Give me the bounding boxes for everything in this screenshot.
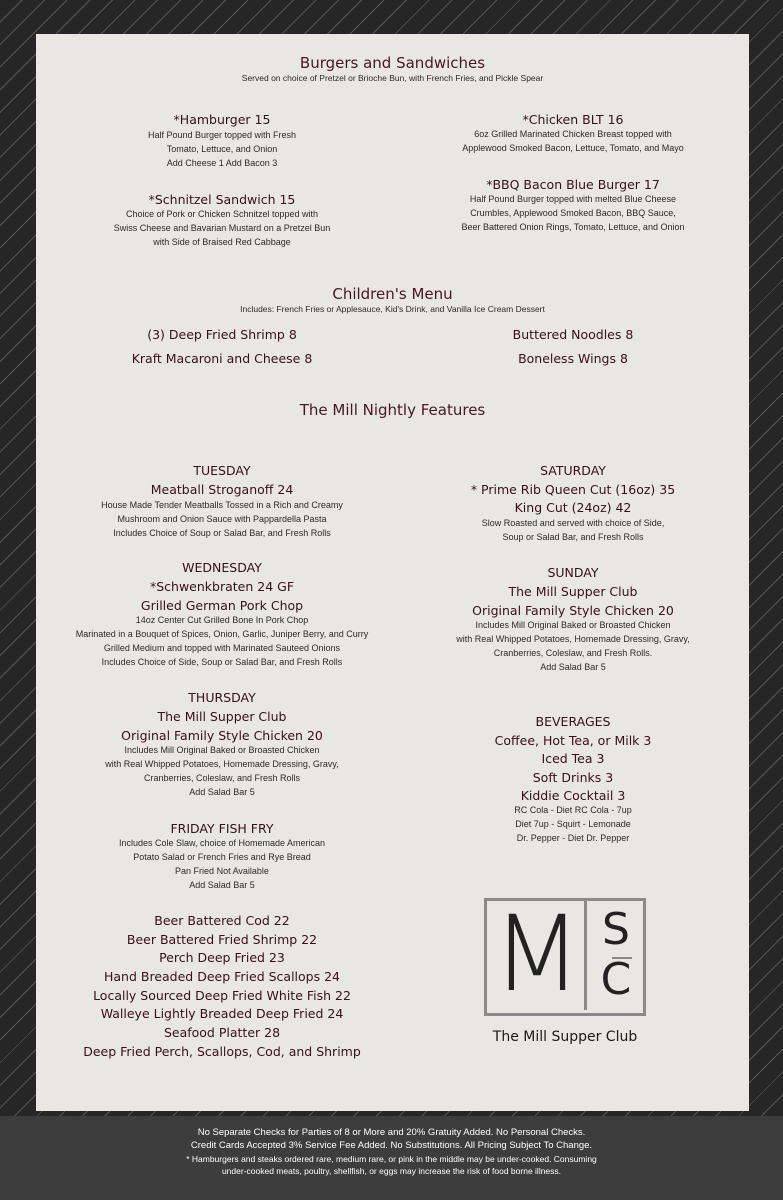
item-desc: 6oz Grilled Marinated Chicken Breast topped with xyxy=(474,129,672,139)
item-desc: Add Salad Bar 5 xyxy=(189,787,255,797)
menu-item-chicken-blt: *Chicken BLT 16 xyxy=(522,112,624,127)
menu-item-walleye: Walleye Lightly Breaded Deep Fried 24 xyxy=(100,1006,344,1021)
logo-letter-s: S xyxy=(602,904,630,955)
item-desc: Soup or Salad Bar, and Fresh Rolls xyxy=(502,532,644,542)
menu-item-white-fish: Locally Sourced Deep Fried White Fish 22 xyxy=(93,988,351,1003)
footer-line: under-cooked meats, poultry, shellfish, or eggs may increase the risk of food borne illness. xyxy=(221,1166,562,1176)
menu-item-shrimp: Beer Battered Fried Shrimp 22 xyxy=(126,932,318,947)
item-desc: Dr. Pepper - Diet Dr. Pepper xyxy=(516,833,630,843)
item-desc: Swiss Cheese and Bavarian Mustard on a Pretzel Bun xyxy=(113,223,331,233)
section-subtitle-children: Includes: French Fries or Applesauce, Kid's Drink, and Vanilla Ice Cream Dessert xyxy=(240,304,545,314)
item-desc: Applewood Smoked Bacon, Lettuce, Tomato, and Mayo xyxy=(462,143,684,153)
item-desc: Diet 7up - Squirt - Lemonade xyxy=(515,819,631,829)
item-desc: Slow Roasted and served with choice of Side, xyxy=(481,518,665,528)
item-desc: RC Cola - Diet RC Cola - 7up xyxy=(514,805,632,815)
menu-item-pork-chop: Grilled German Pork Chop xyxy=(140,598,304,613)
menu-item-family-chicken-sunday: Original Family Style Chicken 20 xyxy=(472,603,674,618)
menu-item-fried-shrimp: (3) Deep Fried Shrimp 8 xyxy=(147,327,297,342)
item-desc: with Side of Braised Red Cabbage xyxy=(153,237,291,247)
menu-item-schnitzel: *Schnitzel Sandwich 15 xyxy=(148,192,296,207)
item-desc: Includes Choice of Soup or Salad Bar, and Fresh Rolls xyxy=(113,528,331,538)
logo-name: The Mill Supper Club xyxy=(492,1029,638,1045)
day-saturday: SATURDAY xyxy=(540,463,606,478)
menu-item-prime-rib-king: King Cut (24oz) 42 xyxy=(514,500,632,515)
menu-item-family-chicken: Original Family Style Chicken 20 xyxy=(121,728,323,743)
item-desc: 14oz Center Cut Grilled Bone In Pork Chop xyxy=(135,615,309,625)
menu-item-prime-rib-queen: * Prime Rib Queen Cut (16oz) 35 xyxy=(470,482,676,497)
menu-item-schwenkbraten: *Schwenkbraten 24 GF xyxy=(149,579,295,594)
item-desc: Add Salad Bar 5 xyxy=(540,662,606,672)
item-desc: Marinated in a Bouquet of Spices, Onion, Garlic, Juniper Berry, and Curry xyxy=(75,629,369,639)
menu-item-iced-tea: Iced Tea 3 xyxy=(541,751,605,766)
footer-bar xyxy=(0,1116,783,1200)
menu-item-supper-club-sunday: The Mill Supper Club xyxy=(508,584,638,599)
menu-item-scallops: Hand Breaded Deep Fried Scallops 24 xyxy=(103,969,340,984)
item-desc: Potato Salad or French Fries and Rye Bread xyxy=(133,852,311,862)
day-friday: FRIDAY FISH FRY xyxy=(170,821,274,836)
menu-item-kiddie-cocktail: Kiddie Cocktail 3 xyxy=(520,788,626,803)
item-desc: Crumbles, Applewood Smoked Bacon, BBQ Sauce, xyxy=(470,208,676,218)
item-desc: Choice of Pork or Chicken Schnitzel topped with xyxy=(125,209,319,219)
day-tuesday: TUESDAY xyxy=(193,463,251,478)
item-desc: Half Pound Burger topped with melted Blue Cheese xyxy=(469,194,677,204)
item-desc: Tomato, Lettuce, and Onion xyxy=(166,144,278,154)
section-title-beverages: BEVERAGES xyxy=(535,714,611,729)
section-title-features: The Mill Nightly Features xyxy=(299,401,486,419)
menu-item-soft-drinks: Soft Drinks 3 xyxy=(532,770,614,785)
menu-item-buttered-noodles: Buttered Noodles 8 xyxy=(512,327,634,342)
item-desc: Add Salad Bar 5 xyxy=(189,880,255,890)
footer-line: Credit Cards Accepted 3% Service Fee Added. No Substitutions. All Pricing Subject To Change. xyxy=(190,1140,593,1151)
item-desc: House Made Tender Meatballs Tossed in a Rich and Creamy xyxy=(101,500,343,510)
item-desc: Grilled Medium and topped with Marinated Sauteed Onions xyxy=(103,643,341,653)
item-desc: Mushroom and Onion Sauce with Pappardella Pasta xyxy=(117,514,327,524)
item-desc: Cranberries, Coleslaw, and Fresh Rolls. xyxy=(493,648,653,658)
day-thursday: THURSDAY xyxy=(188,690,256,705)
menu-item-boneless-wings: Boneless Wings 8 xyxy=(518,351,628,366)
menu-item-cod: Beer Battered Cod 22 xyxy=(154,913,290,928)
menu-item-perch: Perch Deep Fried 23 xyxy=(159,950,285,965)
menu-item-hamburger: *Hamburger 15 xyxy=(173,112,271,127)
logo-letter-m: M xyxy=(492,893,582,1015)
day-wednesday: WEDNESDAY xyxy=(182,560,262,575)
menu-item-supper-club: The Mill Supper Club xyxy=(157,709,287,724)
item-desc: with Real Whipped Potatoes, Homemade Dressing, Gravy, xyxy=(105,759,339,769)
menu-item-platter-desc: Deep Fried Perch, Scallops, Cod, and Shrimp xyxy=(83,1044,361,1059)
item-desc: Cranberries, Coleslaw, and Fresh Rolls xyxy=(143,773,301,783)
menu-item-bbq-burger: *BBQ Bacon Blue Burger 17 xyxy=(486,177,660,192)
section-title-children: Children's Menu xyxy=(332,285,453,303)
menu-item-seafood-platter: Seafood Platter 28 xyxy=(163,1025,281,1040)
footer-line: * Hamburgers and steaks ordered rare, medium rare, or pink in the middle may be under-cooked. Consuming xyxy=(186,1154,597,1164)
logo-letter-c: C xyxy=(600,954,632,1005)
footer-line: No Separate Checks for Parties of 8 or More and 20% Gratuity Added. No Personal Checks. xyxy=(197,1127,586,1138)
day-sunday: SUNDAY xyxy=(547,565,599,580)
menu-item-mac-cheese: Kraft Macaroni and Cheese 8 xyxy=(131,351,313,366)
item-desc: Pan Fried Not Available xyxy=(175,866,269,876)
item-desc: Add Cheese 1 Add Bacon 3 xyxy=(166,158,278,168)
item-desc: Includes Choice of Side, Soup or Salad Bar, and Fresh Rolls xyxy=(101,657,343,667)
item-desc: Beer Battered Onion Rings, Tomato, Lettuce, and Onion xyxy=(461,222,685,232)
section-subtitle-burgers: Served on choice of Pretzel or Brioche Bun, with French Fries, and Pickle Spear xyxy=(241,73,544,83)
item-desc: Includes Cole Slaw, choice of Homemade American xyxy=(118,838,326,848)
item-desc: with Real Whipped Potatoes, Homemade Dressing, Gravy, xyxy=(456,634,690,644)
item-desc: Includes Mill Original Baked or Broasted Chicken xyxy=(124,745,320,755)
item-desc: Half Pound Burger topped with Fresh xyxy=(147,130,297,140)
item-desc: Includes Mill Original Baked or Broasted Chicken xyxy=(475,620,671,630)
menu-item-meatball-stroganoff: Meatball Stroganoff 24 xyxy=(150,482,294,497)
section-title-burgers: Burgers and Sandwiches xyxy=(299,54,486,72)
menu-item-coffee: Coffee, Hot Tea, or Milk 3 xyxy=(494,733,652,748)
logo-divider xyxy=(584,900,587,1010)
